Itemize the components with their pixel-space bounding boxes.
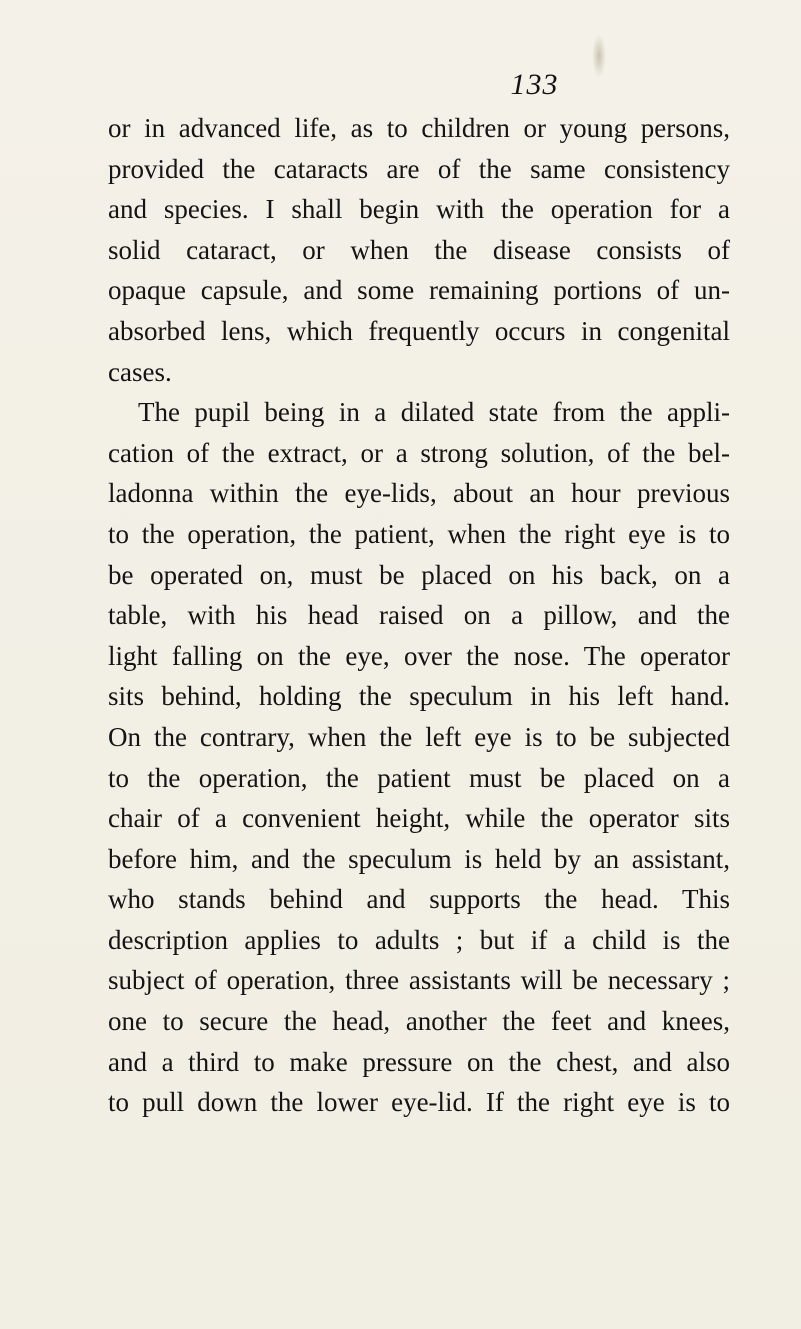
text-line: subject of operation, three assistants will be necessary ; [108,965,730,996]
text-line: sits behind, holding the speculum in his left hand. [108,681,730,712]
text-line: and a third to make pressure on the chest, and also [108,1046,730,1077]
text-line: absorbed lens, which frequently occurs in congenital [108,315,730,346]
text-line: to pull down the lower eye-lid. If the right eye is to [108,1087,730,1118]
text-line: one to secure the head, another the feet and knees, [108,1006,730,1037]
text-line: opaque capsule, and some remaining portions of un- [108,275,730,306]
page-number: 133 [510,68,559,101]
body-text [108,108,730,1123]
text-line: ladonna within the eye-lids, about an hour previous [108,478,730,509]
text-line: who stands behind and supports the head. This [108,884,730,915]
text-line: light falling on the eye, over the nose. The operator [108,640,730,671]
text-line: or in advanced life, as to children or young persons, [108,113,730,143]
text-line: solid cataract, or when the disease consists of [108,234,730,265]
text-line: be operated on, must be placed on his back, on a [108,559,730,590]
text-line: table, with his head raised on a pillow, and the [108,600,730,631]
text-line: to the operation, the patient must be placed on a [108,762,730,793]
text-line: before him, and the speculum is held by an assistant, [108,843,730,874]
text-line: cation of the extract, or a strong solution, of the bel- [108,437,730,468]
text-line: chair of a convenient height, while the operator sits [108,803,730,834]
text-line: On the contrary, when the left eye is to be subjected [108,721,730,752]
text-line: cases. [108,356,172,387]
text-line: The pupil being in a dilated state from the appli- [138,397,730,428]
text-line: provided the cataracts are of the same consistency [108,153,730,184]
text-line: and species. I shall begin with the operation for a [108,194,730,225]
text-line: description applies to adults ; but if a child is the [108,924,730,955]
text-line: to the operation, the patient, when the right eye is to [108,518,730,549]
